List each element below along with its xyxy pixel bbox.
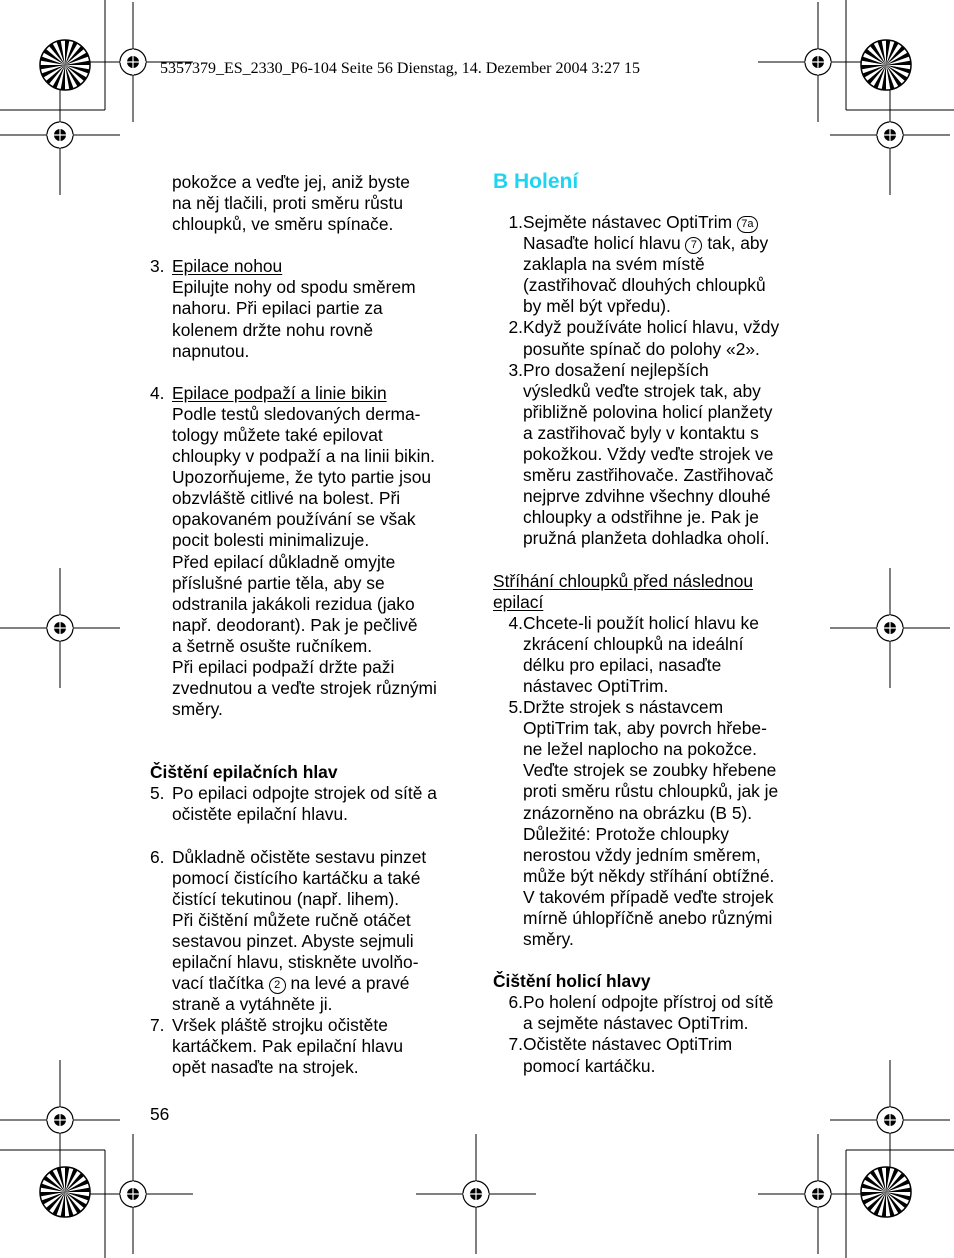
list-item: 6. Po holení odpojte přístroj od sítě a sejměte nástavec OptiTrim. [508, 992, 774, 1034]
crosshair-mark [0, 1060, 120, 1180]
crosshair-mark [758, 1134, 878, 1254]
crosshair-mark [0, 75, 120, 195]
crosshair-mark [830, 568, 950, 688]
list-item: 2. Když používáte holicí hlavu, vždy posuňte spínač do polohy «2». [508, 317, 780, 359]
list-item: 1. Sejměte nástavec OptiTrim 7a Nasaďte holicí hlavu 7 tak, aby zaklapla na svém místě (zastřihovač dlouhých chloupků by měl být vpředu). [508, 212, 769, 317]
section-heading: Čištění holicí hlavy [493, 971, 651, 992]
left-column [150, 172, 470, 1079]
crosshair-mark [416, 1134, 536, 1254]
item-title: Epilace nohou [172, 256, 283, 277]
subsection-heading: Stříhání chloupků před následnou epilací [493, 570, 754, 612]
star-target-mark [40, 40, 90, 90]
list-item: 5. Držte strojek s nástavcem OptiTrim tak, aby povrch hřebe- ne ležel naplocho na pokožce. Veďte strojek se zoubky hřebene proti směru růstu chloupků, jak je znázorněno na obrázku (B 5). Důležité: Protože chloupky nerostou vždy jedním směrem, může být někdy stříhání obtížné. V takovém případě veďte strojek mírně úhlopříčně anebo různými směry. [508, 697, 779, 950]
list-item: 7. Vršek pláště strojku očistěte kartáčkem. Pak epilační hlavu opět nasaďte na strojek. [150, 1015, 404, 1078]
section-title: B Holení [493, 170, 579, 193]
section-heading: Čištění epilačních hlav [150, 762, 338, 783]
right-column [493, 172, 813, 1077]
list-item: 3. Pro dosažení nejlepších výsledků veďte strojek tak, aby přibližně polovina holicí planžety a zastřihovač byly v kontaktu s pokožkou. Vždy veďte strojek ve směru zastřihovače. Zastřihovač nejprve zdvihne všechny dlouhé chloupky a odstřihne je. Pak je pružná planžeta dohladka oholí. [508, 359, 774, 549]
list-item: 5. Po epilaci odpojte strojek od sítě a očistěte epilační hlavu. [150, 783, 437, 825]
list-item: 4. Chcete-li použít holicí hlavu ke zkrácení chloupků na ideální délku pro epilaci, nasaďte nástavec OptiTrim. [508, 612, 759, 696]
callout-number: 7 [685, 237, 702, 254]
crosshair-mark [830, 1060, 950, 1180]
intro-paragraph: pokožce a veďte jej, aniž byste na něj tlačili, proti směru růstu chloupků, ve směru spínače. [172, 172, 410, 235]
star-target-mark [40, 1167, 90, 1217]
crosshair-mark [830, 75, 950, 195]
list-item: 6. Důkladně očistěte sestavu pinzet pomocí čistícího kartáčku a také čistící tekutinou (např. lihem). Při čištění můžete ručně otáčet sestavou pinzet. Abyste sejmuli epilační hlavu, stiskněte uvolňo- vací tlačítka 2 na levé a pravé straně a vytáhněte ji. [150, 846, 427, 1015]
star-target-mark [861, 1167, 911, 1217]
crosshair-mark [73, 1134, 193, 1254]
callout-number: 7a [737, 216, 758, 233]
page-number: 56 [150, 1104, 170, 1124]
callout-number: 2 [269, 977, 286, 994]
crosshair-mark [758, 2, 878, 122]
print-slug-header: 5357379_ES_2330_P6-104 Seite 56 Dienstag, 14. Dezember 2004 3:27 15 [160, 60, 640, 77]
star-target-mark [861, 40, 911, 90]
list-item: 3. Epilace nohou Epilujte nohy od spodu směrem nahoru. Při epilaci partie za kolenem držte nohu rovně napnutou. [150, 256, 416, 361]
list-item: 4. Epilace podpaží a linie bikin Podle testů sledovaných derma- tology můžete také epilovat chloupky v podpaží a na linii bikin. Upozorňujeme, že tyto partie jsou obzvláště citlivé na bolest. Při opakovaném používání se však pocit bolesti minimalizuje. Před epilací důkladně omyjte příslušné partie těla, aby se odstranila jakákoli rezidua (jako např. deodorant). Pak je pečlivě a šetrně osušte ručníkem. Při epilaci podpaží držte paži zvednutou a veďte strojek různými směry. [150, 382, 437, 720]
list-item: 7. Očistěte nástavec OptiTrim pomocí kartáčku. [508, 1034, 733, 1076]
item-title: Epilace podpaží a linie bikin [172, 382, 387, 403]
crosshair-mark [0, 568, 120, 688]
